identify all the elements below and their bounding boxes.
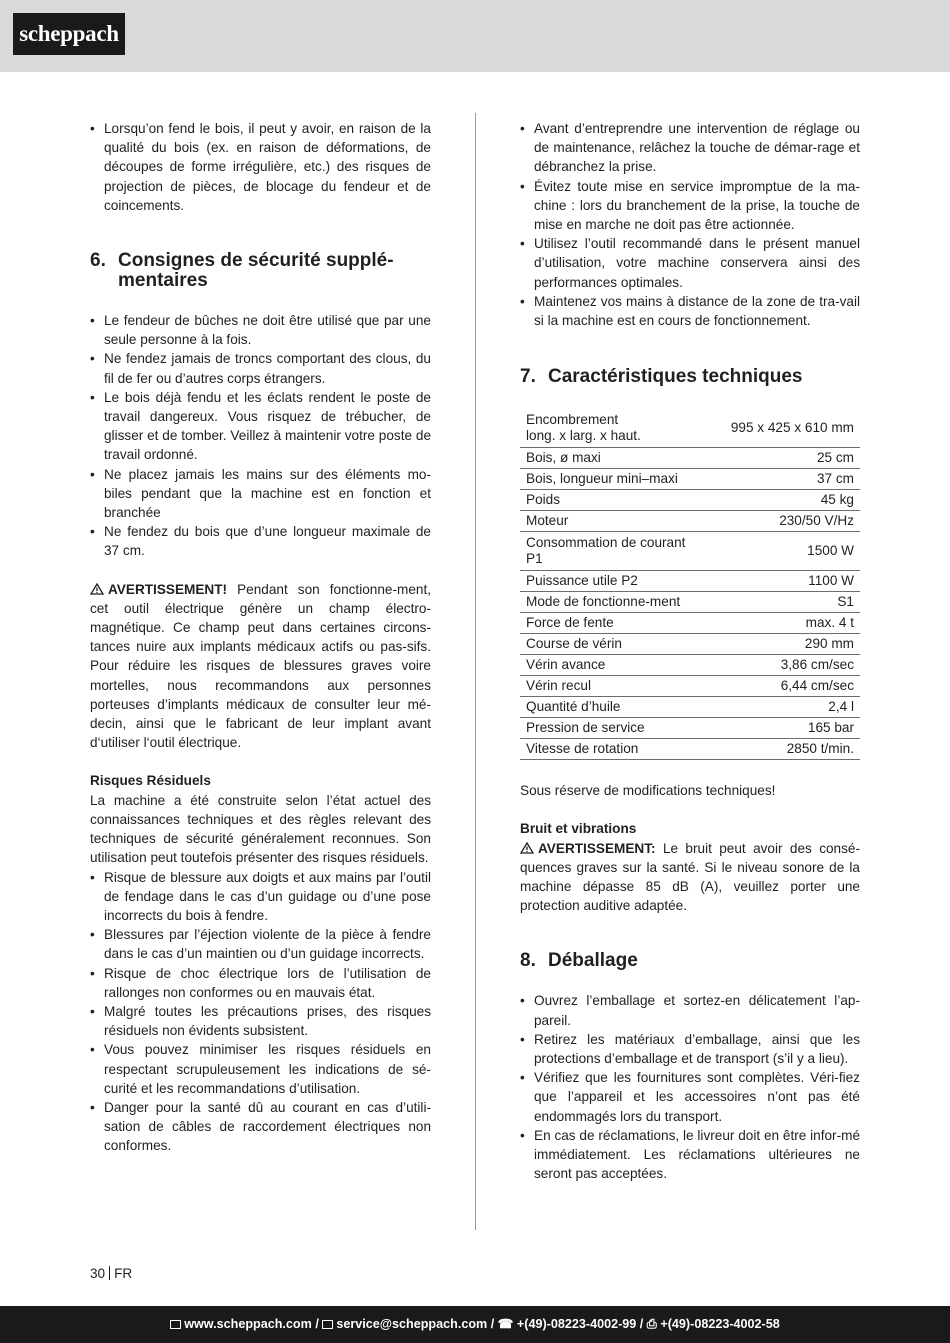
column-divider (475, 113, 476, 1230)
list-item: • Danger pour la santé dû au courant en cas d’utili-sation de câbles de raccordement électriques non conformes. (90, 1098, 431, 1156)
warning-icon (90, 583, 104, 595)
specs-table (520, 409, 860, 760)
table-row (520, 490, 860, 511)
specs-table-body (520, 409, 860, 760)
list-item: • Ne placez jamais les mains sur des éléments mo-biles pendant que la machine est en fonction et branchée (90, 465, 431, 523)
list-item: • Vous pouvez minimiser les risques résiduels en respectant scrupuleusement les indications de sé-curité et les recommandations d’utilisation. (90, 1040, 431, 1098)
section-title: Caractéristiques techniques (548, 366, 803, 388)
spec-label: Pression de service (520, 718, 710, 739)
spec-value: 3,86 cm/sec (710, 655, 860, 676)
spec-value: 45 kg (710, 490, 860, 511)
spec-label: Mode de fonctionne-ment (520, 592, 710, 613)
section-8-heading (520, 951, 860, 971)
section-number: 8. (520, 950, 536, 972)
spec-value: 995 x 425 x 610 mm (710, 409, 860, 448)
list-item: • Évitez toute mise en service impromptue de la ma-chine : lors du branchement de la prise, la touche de mise en marche ne doit pas être actionnée. (520, 177, 860, 235)
right-column (520, 119, 860, 1183)
spec-value: S1 (710, 592, 860, 613)
fax-icon: ⎙ (646, 1317, 661, 1331)
spec-label: Bois, ø maxi (520, 448, 710, 469)
table-row (520, 532, 860, 571)
section-title: Consignes de sécurité supplé- mentaires (118, 250, 394, 292)
list-item: • Le fendeur de bûches ne doit être utilisé que par une seule personne à la fois. (90, 311, 431, 349)
mail-icon (322, 1320, 333, 1329)
spec-value: 37 cm (710, 469, 860, 490)
table-row (520, 718, 860, 739)
section-6-heading (90, 251, 431, 291)
spec-label: Bois, longueur mini–maxi (520, 469, 710, 490)
spec-label: Quantité d’huile (520, 697, 710, 718)
table-row (520, 409, 860, 448)
spec-value: 25 cm (710, 448, 860, 469)
spec-label: Consommation de courant P1 (520, 532, 710, 571)
section-number: 6. (90, 250, 106, 272)
list-item: • Le bois déjà fendu et les éclats rendent le poste de travail dangereux. Vous risquez de trébucher, de glisser et de tomber. Veillez à maintenir votre poste de travail ordonné. (90, 388, 431, 465)
spec-value: 230/50 V/Hz (710, 511, 860, 532)
list-item: • Lorsqu’on fend le bois, il peut y avoir, en raison de la qualité du bois (ex. en raison de déformations, de découpes de forme irrégulière, etc.) des risques de projection de pièces, de blocage du fendeur et de coincements. (90, 119, 431, 215)
noise-warning-label: AVERTISSEMENT: (538, 840, 656, 856)
footer-separator: / (636, 1317, 647, 1331)
table-row (520, 571, 860, 592)
table-row (520, 676, 860, 697)
spec-label: Encombrement long. x larg. x haut. (520, 409, 710, 448)
spec-label: Poids (520, 490, 710, 511)
phone-icon: ☎ (497, 1317, 517, 1331)
list-item: • En cas de réclamations, le livreur doit en être infor-mé immédiatement. Les réclamations ultérieures ne seront pas acceptées. (520, 1126, 860, 1184)
spec-label: Vitesse de rotation (520, 739, 710, 760)
spec-value: max. 4 t (710, 613, 860, 634)
section-title: Déballage (548, 950, 638, 972)
table-row (520, 739, 860, 760)
intro-bullet-list (520, 119, 860, 330)
list-item: • Retirez les matériaux d’emballage, ainsi que les protections d’emballage et de transport (s’il y a lieu). (520, 1030, 860, 1068)
computer-icon (170, 1320, 181, 1329)
spec-value: 165 bar (710, 718, 860, 739)
page-number-separator (109, 1266, 110, 1280)
list-item: • Blessures par l’éjection violente de la pièce à fendre dans le cas d’un maintien ou d’un guidage incorrects. (90, 925, 431, 963)
spec-value: 1100 W (710, 571, 860, 592)
noise-warning-paragraph (520, 839, 860, 916)
spec-value: 290 mm (710, 634, 860, 655)
section-7-heading (520, 367, 860, 387)
list-item: • Risque de blessure aux doigts et aux mains par l’outil de fendage dans le cas d’un guidage ou d’une pose incorrects du bois à fendre. (90, 868, 431, 926)
table-row (520, 697, 860, 718)
footer-phone: +(49)-08223-4002-99 (516, 1317, 637, 1331)
list-item: • Risque de choc électrique lors de l’utilisation de rallonges non conformes ou en mauvais état. (90, 964, 431, 1002)
table-row (520, 613, 860, 634)
list-item: • Malgré toutes les précautions prises, des risques résiduels non évidents subsistent. (90, 1002, 431, 1040)
table-row (520, 511, 860, 532)
list-item: • Utilisez l’outil recommandé dans le présent manuel d’utilisation, votre machine conservera ainsi des performances optimales. (520, 234, 860, 292)
warning-label: AVERTISSEMENT! (108, 581, 228, 597)
scheppach-logo: scheppach (13, 13, 125, 55)
list-item: • Avant d’entreprendre une intervention de réglage ou de maintenance, relâchez la touche de démar-rage et débranchez la prise. (520, 119, 860, 177)
footer-separator: / (311, 1317, 323, 1331)
noise-title: Bruit et vibrations (520, 821, 637, 837)
page-number-value: 30 (90, 1266, 106, 1281)
section-6-bullet-list (90, 311, 431, 561)
spec-value: 1500 W (710, 532, 860, 571)
list-item: • Ne fendez jamais de troncs comportant des clous, du fil de fer ou d’autres corps étrangers. (90, 349, 431, 387)
spec-value: 6,44 cm/sec (710, 676, 860, 697)
spec-label: Force de fente (520, 613, 710, 634)
footer-email[interactable]: service@scheppach.com (336, 1317, 488, 1331)
spec-label: Puissance utile P2 (520, 571, 710, 592)
page-number (90, 1264, 132, 1283)
list-item: • Ouvrez l’emballage et sortez-en délicatement l’ap-pareil. (520, 991, 860, 1029)
spec-label: Course de vérin (520, 634, 710, 655)
specs-note: Sous réserve de modifications techniques! (520, 783, 776, 799)
footer-separator: / (487, 1317, 498, 1331)
warning-paragraph (90, 580, 431, 753)
table-row (520, 634, 860, 655)
intro-bullet-list (90, 119, 431, 215)
residual-risks-list (90, 868, 431, 1156)
section-number: 7. (520, 366, 536, 388)
spec-label: Vérin recul (520, 676, 710, 697)
section-8-bullet-list (520, 991, 860, 1183)
residual-risks-title: Risques Résiduels (90, 773, 211, 789)
spec-label: Moteur (520, 511, 710, 532)
noise-warning-text: Le bruit peut avoir des consé-quences graves sur la santé. Si le niveau sonore de la machine dépasse 85 dB (A), veuillez porter une protection auditive adaptée. (520, 840, 860, 914)
table-row (520, 592, 860, 613)
warning-icon (520, 842, 534, 854)
table-row (520, 655, 860, 676)
footer-website[interactable]: www.scheppach.com (184, 1317, 312, 1331)
list-item: • Ne fendez du bois que d’une longueur maximale de 37 cm. (90, 522, 431, 560)
list-item: • Maintenez vos mains à distance de la zone de tra-vail si la machine est en cours de fonctionnement. (520, 292, 860, 330)
spec-value: 2,4 l (710, 697, 860, 718)
table-row (520, 448, 860, 469)
list-item: • Vérifiez que les fournitures sont complètes. Véri-fiez que l’appareil et les accessoires n’ont pas été endommagés lors du transport. (520, 1068, 860, 1126)
page-header (0, 0, 950, 72)
spec-value: 2850 t/min. (710, 739, 860, 760)
page-language: FR (114, 1266, 133, 1281)
spec-label: Vérin avance (520, 655, 710, 676)
left-column (90, 119, 431, 1156)
residual-risks-text: La machine a été construite selon l’état actuel des connaissances techniques et des règles relevant des techniques de sécurité généralement reconnues. Son utilisation peut toutefois présenter des risques résiduels. (90, 792, 431, 866)
warning-text: Pendant son fonctionne-ment, cet outil électrique génère un champ électro-magnétique. Ce champ peut dans certaines circons-tances nuire aux implants médicaux actifs ou pas-sifs. Pour réduire les risques de blessures graves voire mortelles, nous recommandons aux personnes porteuses d’implants médicaux de consulter leur mé-decin, ainsi que le fabricant de leur implant avant d‘utiliser l‘outil électrique. (90, 581, 431, 751)
footer-fax: +(49)-08223-4002-58 (660, 1317, 780, 1331)
table-row (520, 469, 860, 490)
page-footer (0, 1306, 950, 1343)
